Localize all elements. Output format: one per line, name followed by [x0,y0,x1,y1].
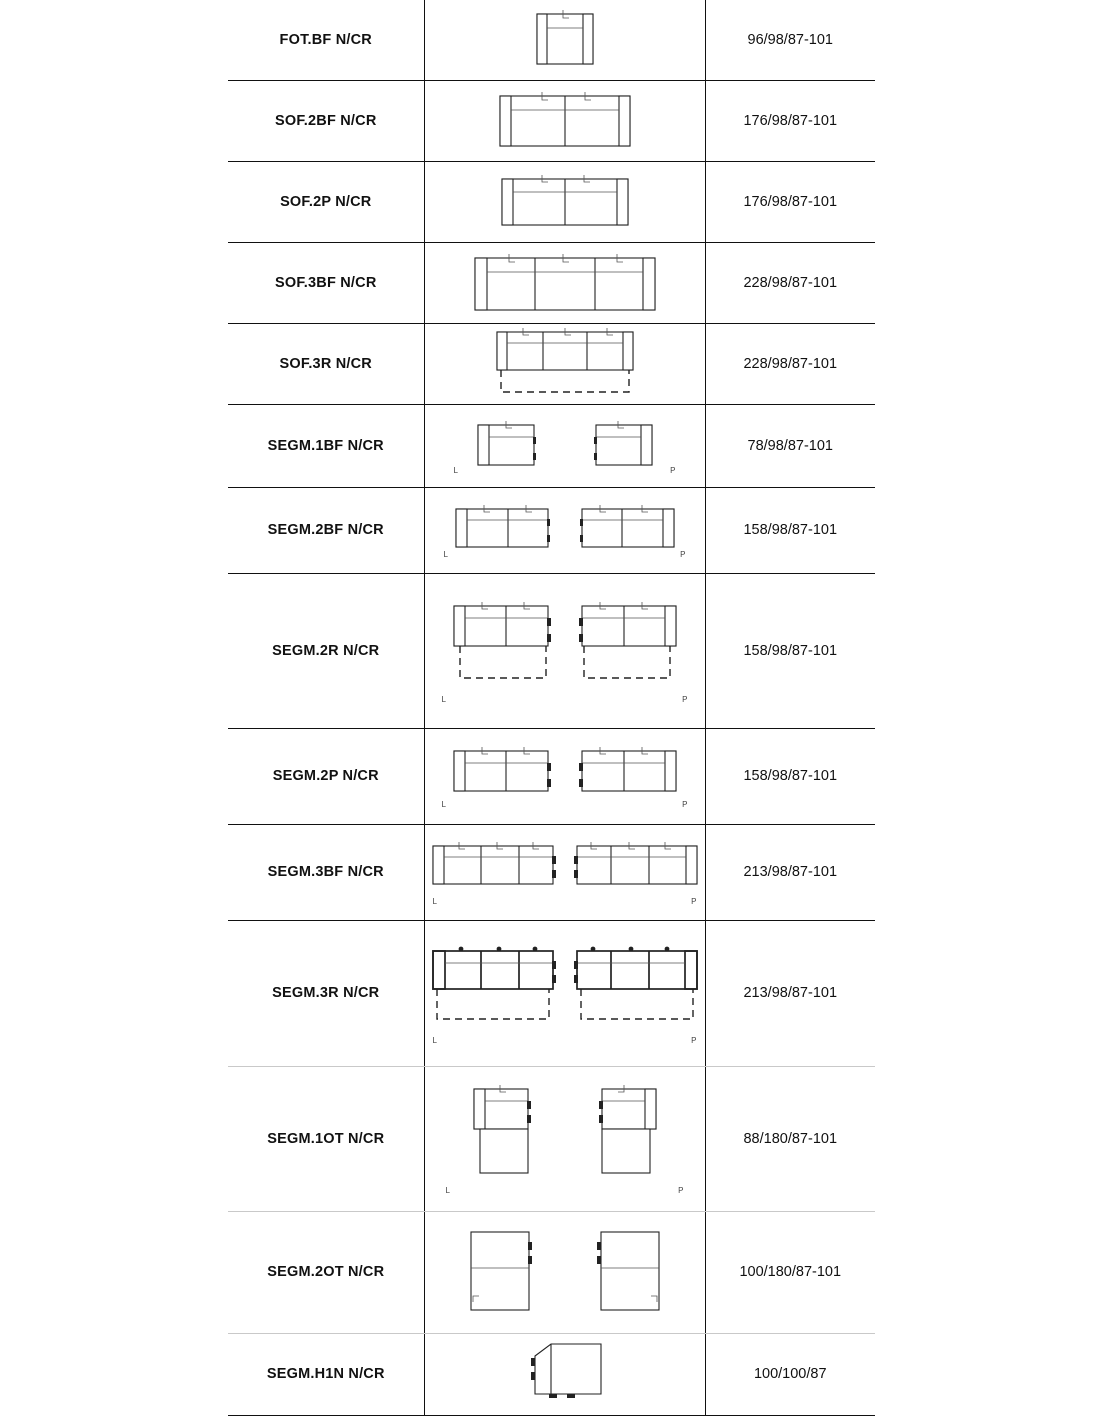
row-code: SEGM.1OT N/CR [228,1066,424,1211]
side-label-left: L [443,550,448,559]
segment-left [440,1081,556,1197]
side-label-left: L [432,897,437,906]
segment-pair [425,1081,705,1197]
row-drawing [424,80,705,161]
row-code: SEGM.3BF N/CR [228,824,424,920]
segment-left [438,499,558,561]
side-label-left: L [441,800,446,809]
table-row [228,323,875,404]
table-row [228,1066,875,1211]
segment-left [443,1224,555,1320]
row-dimensions: 228/98/87-101 [705,242,875,323]
row-code: SEGM.2R N/CR [228,573,424,728]
row-dimensions: 158/98/87-101 [705,487,875,573]
row-drawing [424,323,705,404]
segment-pair [425,939,705,1047]
ottoman-segment-top-view-icon [574,1081,690,1197]
segment-right [574,1081,690,1197]
row-code: SEGM.2OT N/CR [228,1211,424,1333]
row-dimensions: 176/98/87-101 [705,80,875,161]
segment-pair [425,741,705,811]
table-row [228,487,875,573]
ottoman-segment-top-view-icon [440,1081,556,1197]
segment-right [575,1224,687,1320]
segment-left [448,415,558,477]
side-label-right: P [678,1185,684,1195]
table-row [228,1211,875,1333]
ottoman-top-view-icon [575,1224,687,1320]
table-row [228,920,875,1066]
side-label-right: P [691,1036,697,1045]
row-code: SOF.3R N/CR [228,323,424,404]
segment-top-view-icon [436,741,558,811]
segment-top-view-icon [569,836,703,908]
row-dimensions: 228/98/87-101 [705,323,875,404]
segment-right [569,836,703,908]
side-label-right: P [682,800,688,809]
row-drawing [424,487,705,573]
table-row [228,1333,875,1415]
row-dimensions: 158/98/87-101 [705,728,875,824]
row-code: FOT.BF N/CR [228,0,424,80]
row-code: SOF.3BF N/CR [228,242,424,323]
sofa-recliner-top-view-icon [485,326,645,402]
table-row [228,80,875,161]
segment-top-view-icon [572,741,694,811]
row-code: SEGM.3R N/CR [228,920,424,1066]
row-code: SOF.2P N/CR [228,161,424,242]
side-label-right: P [680,550,686,559]
row-drawing [424,920,705,1066]
side-label-left: L [445,1185,450,1195]
side-label-left: L [432,1036,437,1045]
row-drawing [424,1211,705,1333]
row-code: SEGM.1BF N/CR [228,404,424,487]
segment-pair [425,415,705,477]
row-dimensions: 78/98/87-101 [705,404,875,487]
segment-pair [425,836,705,908]
table-row [228,573,875,728]
segment-right [572,741,694,811]
row-dimensions: 176/98/87-101 [705,161,875,242]
segment-left [436,596,558,706]
segment-top-view-icon [572,415,682,477]
row-drawing [424,573,705,728]
row-code: SEGM.2BF N/CR [228,487,424,573]
row-drawing [424,242,705,323]
segment-left [427,939,561,1047]
segment-top-view-icon [427,836,561,908]
segment-right [572,415,682,477]
row-dimensions: 96/98/87-101 [705,0,875,80]
sofa-top-view-icon [515,6,615,74]
side-label-right: P [691,897,697,906]
row-dimensions: 213/98/87-101 [705,824,875,920]
row-code: SEGM.2P N/CR [228,728,424,824]
row-dimensions: 213/98/87-101 [705,920,875,1066]
table-row [228,728,875,824]
row-drawing [424,1333,705,1415]
sofa-top-view-icon [467,248,663,318]
segment-top-view-icon [448,415,558,477]
row-dimensions: 158/98/87-101 [705,573,875,728]
row-drawing [424,404,705,487]
side-label-right: P [682,694,688,704]
segment-top-view-icon [438,499,558,561]
ottoman-top-view-icon [443,1224,555,1320]
corner-segment-top-view-icon [505,1336,625,1412]
segment-pair [425,499,705,561]
segment-recliner-top-view-icon [569,939,703,1047]
row-drawing [424,161,705,242]
table-row [228,404,875,487]
row-dimensions: 88/180/87-101 [705,1066,875,1211]
row-code: SOF.2BF N/CR [228,80,424,161]
row-drawing [424,0,705,80]
row-drawing [424,1066,705,1211]
dimension-table [228,0,875,1416]
segment-left [436,741,558,811]
row-dimensions: 100/180/87-101 [705,1211,875,1333]
segment-recliner-top-view-icon [427,939,561,1047]
segment-recliner-top-view-icon [436,596,558,706]
side-label-right: P [670,465,676,475]
segment-recliner-top-view-icon [572,596,694,706]
segment-left [427,836,561,908]
row-drawing [424,824,705,920]
row-dimensions: 100/100/87 [705,1333,875,1415]
segment-right [572,499,692,561]
table-row [228,161,875,242]
segment-right [572,596,694,706]
sofa-top-view-icon [492,169,638,235]
table-row [228,824,875,920]
side-label-left: L [453,465,458,475]
sofa-top-view-icon [490,86,640,156]
table-row [228,0,875,80]
segment-pair [425,1224,705,1320]
table-row [228,242,875,323]
row-drawing [424,728,705,824]
segment-top-view-icon [572,499,692,561]
side-label-left: L [441,694,446,704]
segment-pair [425,596,705,706]
row-code: SEGM.H1N N/CR [228,1333,424,1415]
segment-right [569,939,703,1047]
